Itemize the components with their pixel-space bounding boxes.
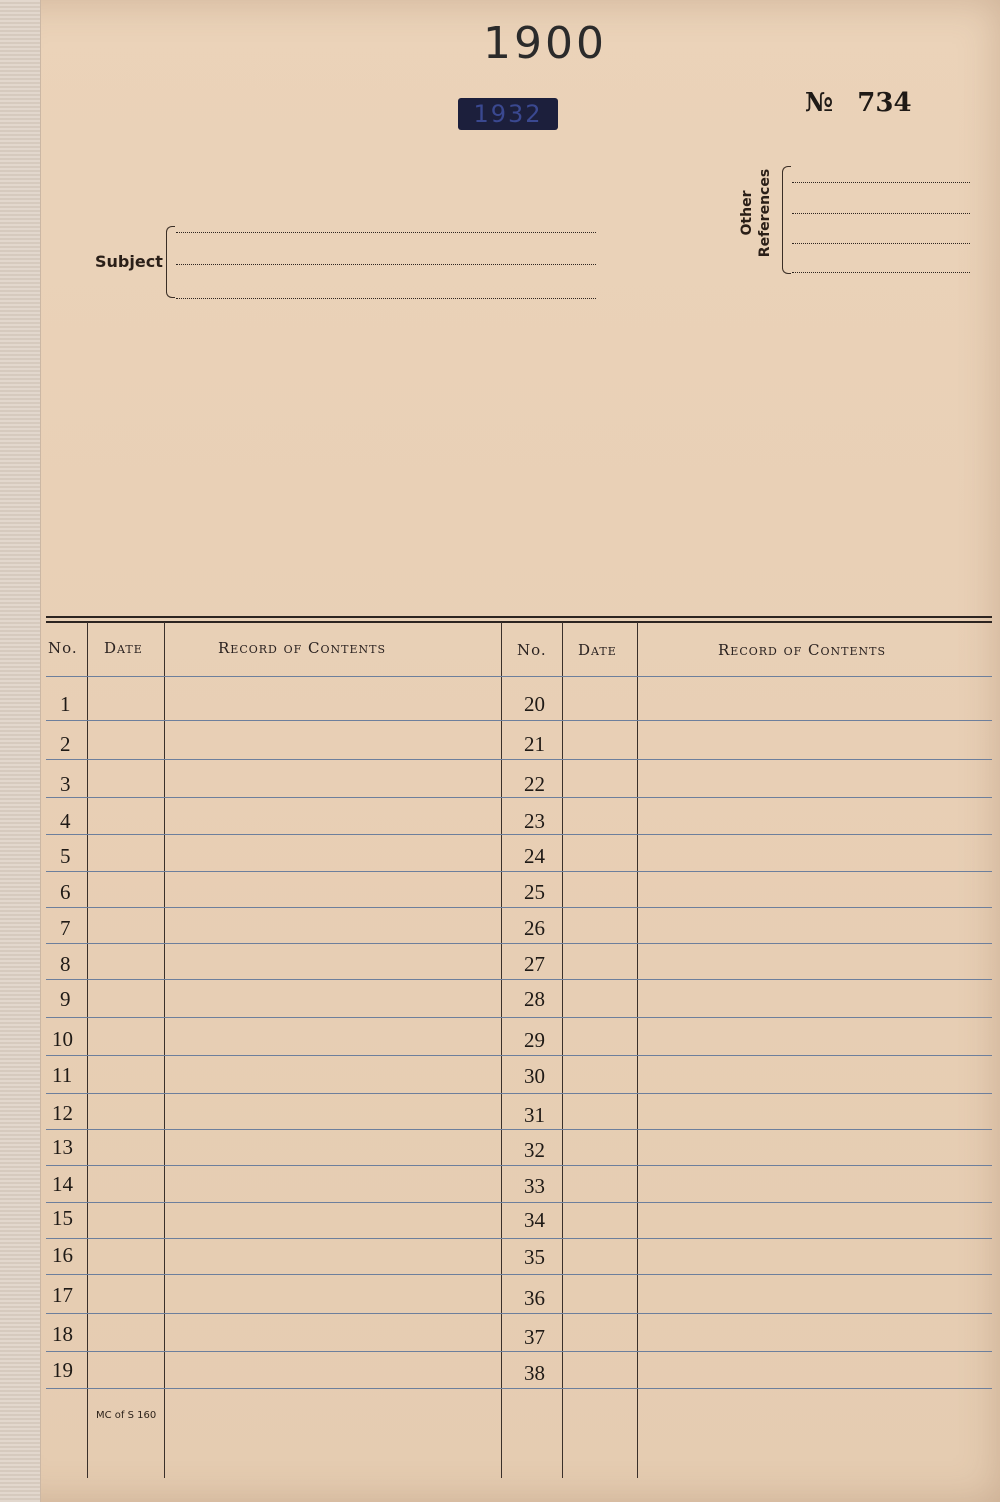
row-number: 21 xyxy=(524,732,545,756)
binding-strip xyxy=(0,0,41,1502)
row-rule xyxy=(46,720,992,721)
column-divider xyxy=(87,622,88,1478)
subject-line-3[interactable] xyxy=(176,298,596,299)
header-date-left: Date xyxy=(104,639,143,657)
other-references-line-a[interactable] xyxy=(792,182,970,183)
row-number: 7 xyxy=(60,916,71,940)
column-divider xyxy=(164,622,165,1478)
row-number: 13 xyxy=(52,1135,73,1159)
file-number xyxy=(805,88,912,118)
row-number: 16 xyxy=(52,1243,73,1267)
row-number: 30 xyxy=(524,1064,545,1088)
row-rule xyxy=(46,1274,992,1275)
row-rule xyxy=(46,1351,992,1352)
row-rule xyxy=(46,1388,992,1389)
row-number: 36 xyxy=(524,1286,545,1310)
row-number: 10 xyxy=(52,1027,73,1051)
row-rule xyxy=(46,979,992,980)
row-rule xyxy=(46,1165,992,1166)
row-number: 34 xyxy=(524,1208,545,1232)
file-number-value: 734 xyxy=(857,88,912,118)
row-number: 32 xyxy=(524,1138,545,1162)
row-number: 3 xyxy=(60,772,71,796)
other-references-line1: Other xyxy=(739,190,755,236)
row-number: 11 xyxy=(52,1063,73,1087)
column-divider xyxy=(501,622,502,1478)
subject-label: Subject xyxy=(95,252,163,271)
other-references-line-d[interactable] xyxy=(792,272,970,273)
row-rule xyxy=(46,797,992,798)
row-number: 14 xyxy=(52,1172,73,1196)
row-rule xyxy=(46,1017,992,1018)
table-top-rule-2 xyxy=(46,621,992,623)
column-divider xyxy=(637,622,638,1478)
row-number: 23 xyxy=(524,809,545,833)
subject-bracket xyxy=(166,226,175,298)
row-rule xyxy=(46,676,992,677)
row-number: 9 xyxy=(60,987,71,1011)
row-number: 26 xyxy=(524,916,545,940)
header-date-right: Date xyxy=(578,641,617,659)
row-rule xyxy=(46,1202,992,1203)
header-record-left: Record of Contents xyxy=(218,639,387,657)
row-number: 35 xyxy=(524,1245,545,1269)
row-number: 31 xyxy=(524,1103,545,1127)
row-number: 29 xyxy=(524,1028,545,1052)
row-number: 8 xyxy=(60,952,71,976)
table-top-rule xyxy=(46,616,992,618)
other-references-line-b[interactable] xyxy=(792,213,970,214)
other-references-bracket xyxy=(782,166,791,274)
row-rule xyxy=(46,759,992,760)
other-references-label xyxy=(738,158,774,268)
row-number: 24 xyxy=(524,844,545,868)
row-number: 22 xyxy=(524,772,545,796)
row-rule xyxy=(46,907,992,908)
row-number: 38 xyxy=(524,1361,545,1385)
row-number: 12 xyxy=(52,1101,73,1125)
row-number: 17 xyxy=(52,1283,73,1307)
header-record-right: Record of Contents xyxy=(718,641,887,659)
row-number: 15 xyxy=(52,1206,73,1230)
column-divider xyxy=(562,622,563,1478)
row-number: 28 xyxy=(524,987,545,1011)
row-number: 1 xyxy=(60,692,71,716)
row-rule xyxy=(46,943,992,944)
row-rule xyxy=(46,1238,992,1239)
other-references-line-c[interactable] xyxy=(792,243,970,244)
row-number: 37 xyxy=(524,1325,545,1349)
form-code: MC of S 160 xyxy=(96,1410,157,1421)
row-number: 19 xyxy=(52,1358,73,1382)
subject-line-2[interactable] xyxy=(176,264,596,265)
other-references-line2: References xyxy=(757,168,773,258)
row-number: 18 xyxy=(52,1322,73,1346)
row-rule xyxy=(46,1129,992,1130)
year-stamp: 1932 xyxy=(458,98,558,130)
row-number: 25 xyxy=(524,880,545,904)
row-number: 4 xyxy=(60,809,71,833)
header-no-right: No. xyxy=(517,641,547,659)
header-no-left: No. xyxy=(48,639,78,657)
subject-line-1[interactable] xyxy=(176,232,596,233)
row-number: 6 xyxy=(60,880,71,904)
year-heading: 1900 xyxy=(483,18,607,69)
row-rule xyxy=(46,1055,992,1056)
row-number: 33 xyxy=(524,1174,545,1198)
file-number-label: № xyxy=(805,88,834,118)
row-number: 5 xyxy=(60,844,71,868)
row-rule xyxy=(46,1093,992,1094)
row-rule xyxy=(46,834,992,835)
row-rule xyxy=(46,1313,992,1314)
row-number: 2 xyxy=(60,732,71,756)
row-number: 20 xyxy=(524,692,545,716)
row-rule xyxy=(46,871,992,872)
row-number: 27 xyxy=(524,952,545,976)
